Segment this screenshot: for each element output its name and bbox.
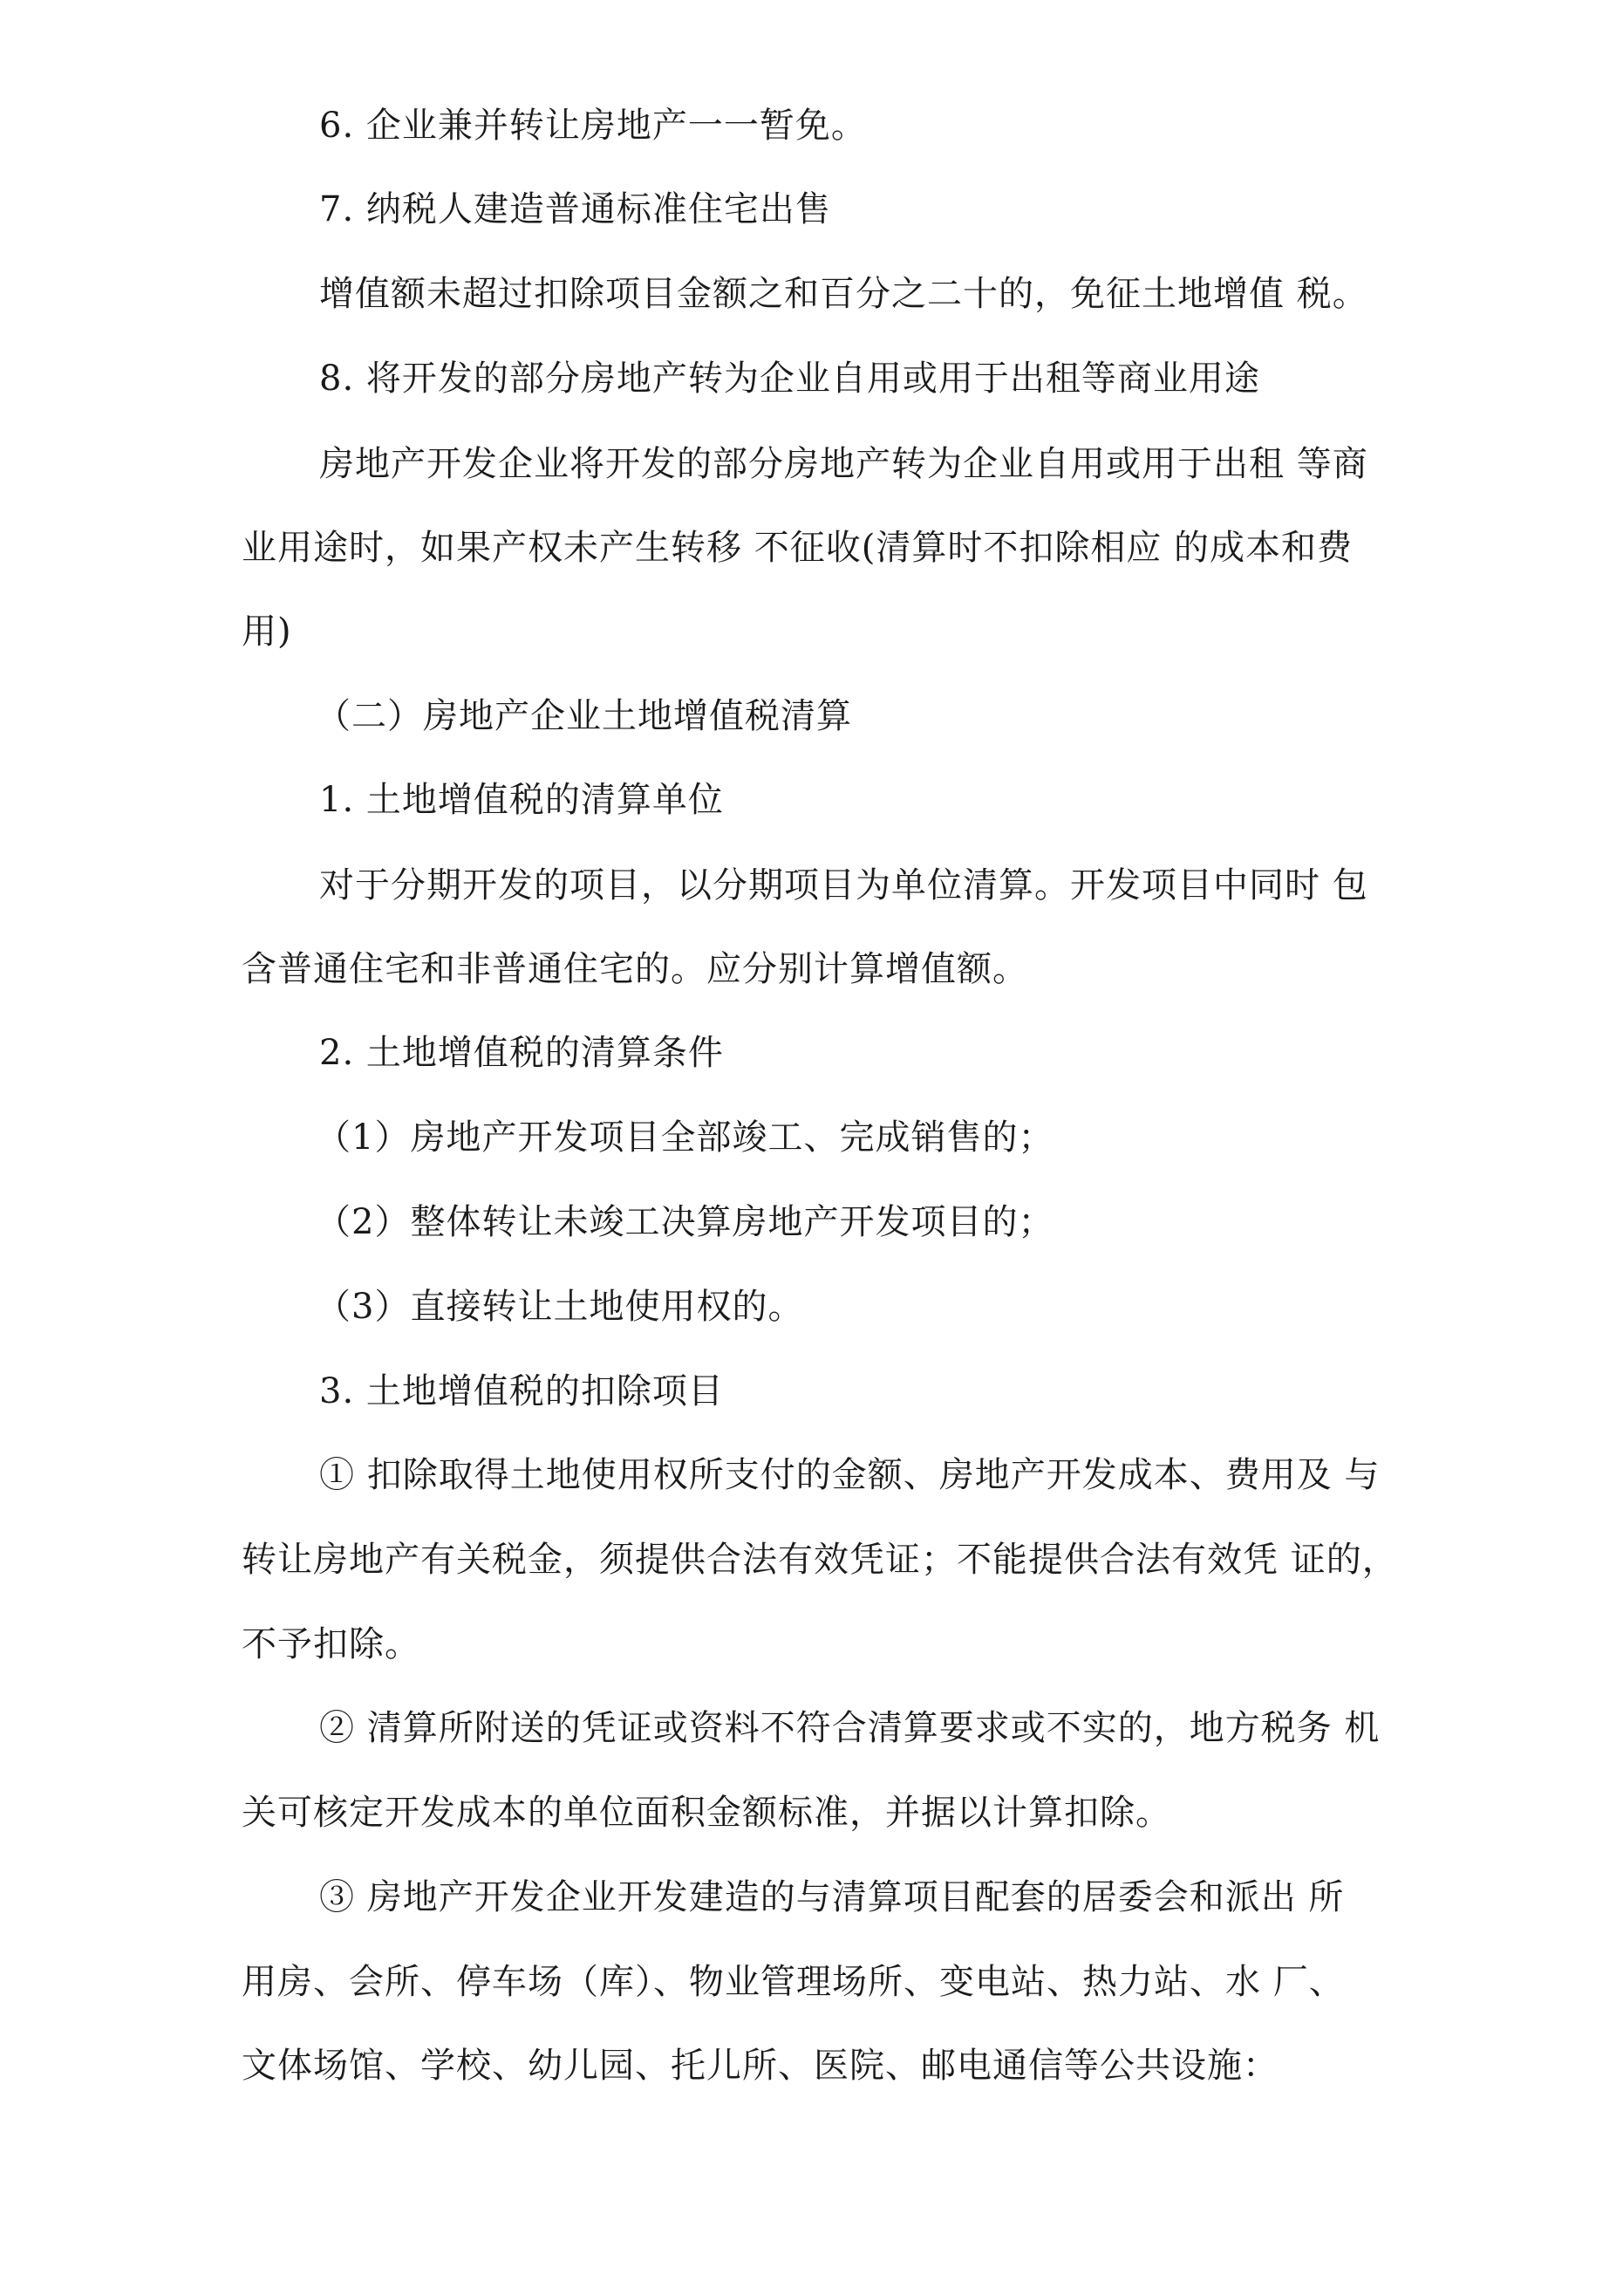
text-line: 含普通住宅和非普通住宅的。应分别计算增值额。 [242, 949, 1028, 989]
text-line: 增值额未超过扣除项目金额之和百分之二十的，免征土地增值 税。 [319, 274, 1368, 314]
text-line: 用) [242, 612, 292, 652]
text-line: 1. 土地增值税的清算单位 [319, 780, 724, 820]
text-line: 业用途时，如果产权未产生转移 不征收(清算时不扣除相应 的成本和费 [242, 528, 1354, 568]
text-line: ③ 房地产开发企业开发建造的与清算项目配套的居委会和派出 所 [319, 1877, 1345, 1917]
text-line: 文体场馆、学校、幼儿园、托儿所、医院、邮电通信等公共设施： [242, 2046, 1279, 2086]
text-line: 对于分期开发的项目，以分期项目为单位清算。开发项目中同时 包 [319, 865, 1368, 905]
section-heading: （二）房地产企业土地增值税清算 [316, 696, 852, 736]
text-line: 房地产开发企业将开发的部分房地产转为企业自用或用于出租 等商 [319, 444, 1368, 484]
list-item: （1）房地产开发项目全部竣工、完成销售的； [316, 1117, 1054, 1158]
text-line: 8. 将开发的部分房地产转为企业自用或用于出租等商业用途 [319, 359, 1260, 399]
text-line: 不予扣除。 [242, 1624, 420, 1664]
text-line: ① 扣除取得土地使用权所支付的金额、房地产开发成本、费用及 与 [319, 1455, 1381, 1495]
text-line: 3. 土地增值税的扣除项目 [319, 1371, 724, 1411]
text-line: 用房、会所、停车场（库）、物业管理场所、变电站、热力站、水 厂、 [242, 1962, 1345, 2002]
text-line: ② 清算所附送的凭证或资料不符合清算要求或不实的，地方税务 机 [319, 1708, 1381, 1748]
text-line: 转让房地产有关税金，须提供合法有效凭证；不能提供合法有效凭 证的， [242, 1540, 1398, 1580]
list-item: （2）整体转让未竣工决算房地产开发项目的； [316, 1202, 1054, 1242]
text-line: 7. 纳税人建造普通标准住宅出售 [319, 189, 831, 229]
list-item: （3）直接转让土地使用权的。 [316, 1287, 804, 1327]
text-line: 2. 土地增值税的清算条件 [319, 1033, 724, 1073]
text-line: 关可核定开发成本的单位面积金额标准，并据以计算扣除。 [242, 1793, 1171, 1833]
text-line: 6. 企业兼并转让房地产一一暂免。 [319, 106, 867, 146]
